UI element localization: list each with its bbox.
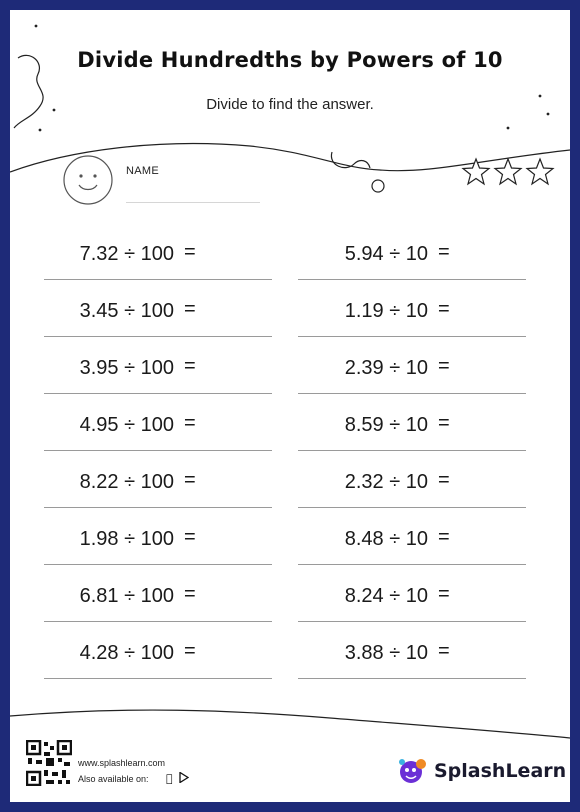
answer-field[interactable] bbox=[204, 463, 270, 499]
brand-logo bbox=[396, 756, 566, 786]
problem-row bbox=[44, 337, 272, 394]
page-title: Divide Hundredths by Powers of 10 bbox=[77, 48, 503, 72]
equals-sign: = bbox=[438, 583, 450, 605]
problem-expression: 2.32 ÷ 10 bbox=[344, 471, 428, 493]
problem-row bbox=[44, 394, 272, 451]
problem-expression: 3.45 ÷ 100 bbox=[79, 300, 174, 322]
website-link[interactable]: www.splashlearn.com bbox=[78, 758, 166, 768]
answer-field[interactable] bbox=[204, 292, 270, 328]
equals-sign: = bbox=[438, 640, 450, 662]
play-store-icon[interactable] bbox=[179, 772, 189, 783]
answer-field[interactable] bbox=[458, 292, 524, 328]
problem-row bbox=[44, 565, 272, 622]
equals-sign: = bbox=[438, 469, 450, 491]
answer-field[interactable] bbox=[458, 463, 524, 499]
problem-expression: 4.28 ÷ 100 bbox=[79, 642, 174, 664]
problem-expression: 1.98 ÷ 100 bbox=[79, 528, 174, 550]
equals-sign: = bbox=[184, 583, 196, 605]
problem-expression: 8.22 ÷ 100 bbox=[79, 471, 174, 493]
problem-row bbox=[44, 223, 272, 280]
problem-row bbox=[44, 451, 272, 508]
problem-expression: 8.48 ÷ 10 bbox=[344, 528, 428, 550]
equals-sign: = bbox=[438, 241, 450, 263]
problem-expression: 8.59 ÷ 10 bbox=[344, 414, 428, 436]
answer-field[interactable] bbox=[458, 349, 524, 385]
problem-grid bbox=[10, 10, 570, 802]
equals-sign: = bbox=[184, 241, 196, 263]
problem-expression: 8.24 ÷ 10 bbox=[344, 585, 428, 607]
equals-sign: = bbox=[438, 412, 450, 434]
problem-row bbox=[44, 280, 272, 337]
problem-expression: 3.95 ÷ 100 bbox=[79, 357, 174, 379]
answer-field[interactable] bbox=[204, 577, 270, 613]
splashlearn-logo-icon bbox=[396, 756, 428, 786]
equals-sign: = bbox=[184, 412, 196, 434]
problem-expression: 4.95 ÷ 100 bbox=[79, 414, 174, 436]
brand-name: SplashLearn bbox=[434, 760, 567, 782]
answer-field[interactable] bbox=[204, 634, 270, 670]
answer-field[interactable] bbox=[458, 520, 524, 556]
problem-expression: 2.39 ÷ 10 bbox=[344, 357, 428, 379]
answer-field[interactable] bbox=[458, 406, 524, 442]
equals-sign: = bbox=[184, 469, 196, 491]
problem-row bbox=[298, 622, 526, 679]
problem-row bbox=[44, 508, 272, 565]
store-icons bbox=[166, 772, 189, 785]
answer-field[interactable] bbox=[458, 634, 524, 670]
equals-sign: = bbox=[184, 355, 196, 377]
problem-expression: 6.81 ÷ 100 bbox=[79, 585, 174, 607]
answer-field[interactable] bbox=[458, 577, 524, 613]
problem-row bbox=[298, 508, 526, 565]
worksheet-page bbox=[10, 10, 570, 802]
problem-expression: 5.94 ÷ 10 bbox=[344, 243, 428, 265]
instruction-text: Divide to find the answer. bbox=[206, 96, 374, 113]
problem-expression: 3.88 ÷ 10 bbox=[344, 642, 428, 664]
problem-expression: 1.19 ÷ 10 bbox=[344, 300, 428, 322]
answer-field[interactable] bbox=[204, 235, 270, 271]
available-on-label: Also available on: bbox=[78, 774, 149, 784]
problem-row bbox=[298, 223, 526, 280]
answer-field[interactable] bbox=[204, 349, 270, 385]
equals-sign: = bbox=[184, 298, 196, 320]
equals-sign: = bbox=[438, 298, 450, 320]
equals-sign: = bbox=[184, 526, 196, 548]
problem-row bbox=[298, 280, 526, 337]
problem-row bbox=[298, 337, 526, 394]
answer-field[interactable] bbox=[458, 235, 524, 271]
problem-expression: 7.32 ÷ 100 bbox=[79, 243, 174, 265]
answer-field[interactable] bbox=[204, 406, 270, 442]
equals-sign: = bbox=[438, 526, 450, 548]
problem-row bbox=[298, 451, 526, 508]
qr-code-icon bbox=[26, 740, 72, 786]
answer-field[interactable] bbox=[204, 520, 270, 556]
apple-icon[interactable] bbox=[166, 772, 173, 785]
problem-row bbox=[298, 565, 526, 622]
problem-row bbox=[44, 622, 272, 679]
problem-row bbox=[298, 394, 526, 451]
name-label: NAME bbox=[126, 165, 159, 177]
equals-sign: = bbox=[438, 355, 450, 377]
equals-sign: = bbox=[184, 640, 196, 662]
